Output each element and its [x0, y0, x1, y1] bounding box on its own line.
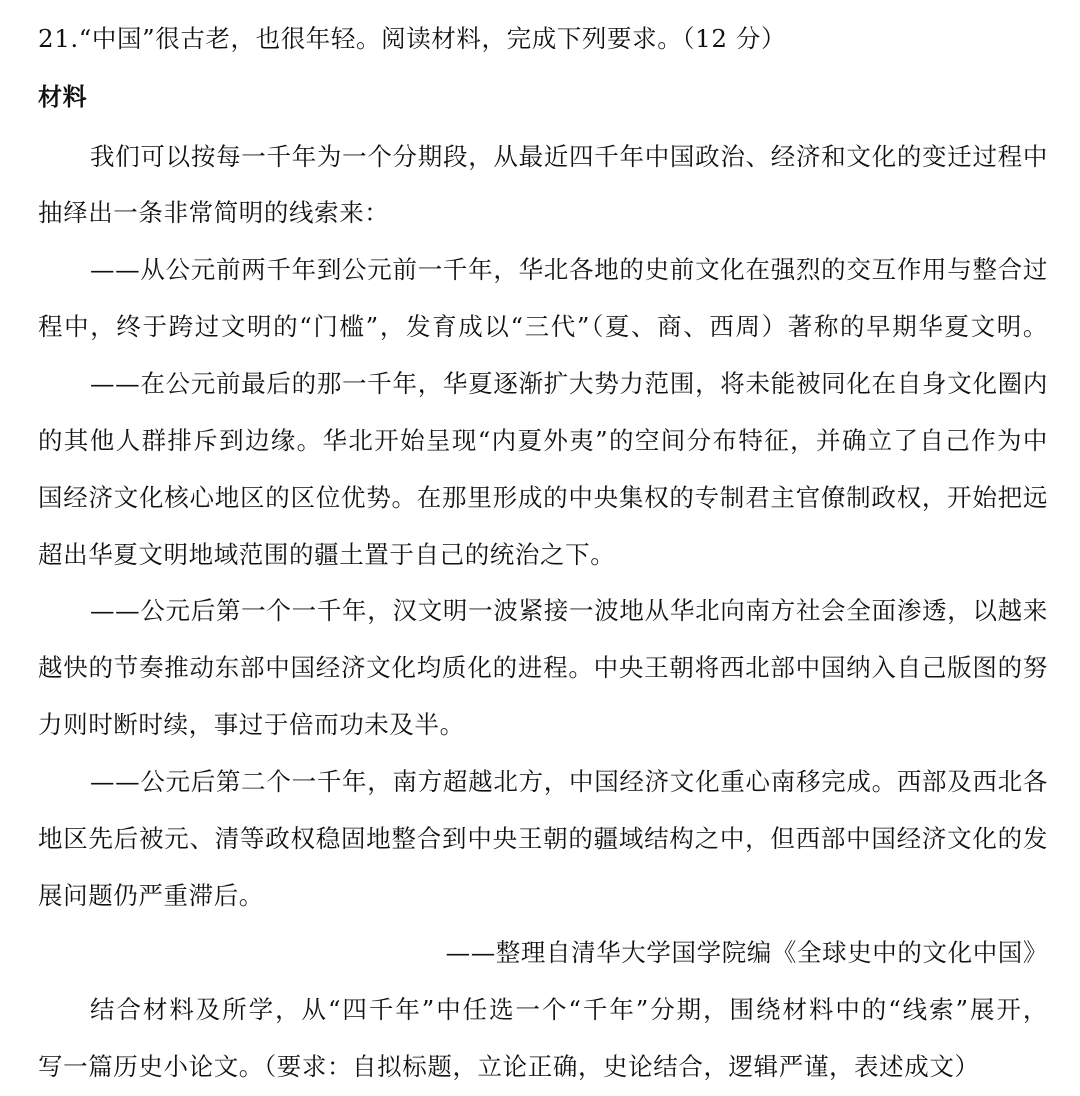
material-line: 力则时断时续，事过于倍而功未及半。 [38, 710, 465, 739]
task-line: 结合材料及所学，从“四千年”中任选一个“千年”分期，围绕材料中的“线索”展开， [90, 995, 1048, 1024]
material-line: 国经济文化核心地区的区位优势。在那里形成的中央集权的专制君主官僚制政权，开始把远 [38, 483, 1048, 512]
material-line: 我们可以按每一千年为一个分期段，从最近四千年中国政治、经济和文化的变迁过程中 [90, 142, 1048, 171]
material-line: 展问题仍严重滞后。 [38, 881, 264, 910]
material-line: 的其他人群排斥到边缘。华北开始呈现“内夏外夷”的空间分布特征，并确立了自己作为中 [38, 426, 1048, 455]
material-line: ——公元后第二个一千年，南方超越北方，中国经济文化重心南移完成。西部及西北各 [90, 767, 1048, 796]
material-line: ——从公元前两千年到公元前一千年，华北各地的史前文化在强烈的交互作用与整合过 [90, 255, 1048, 284]
material-line: 抽绎出一条非常简明的线索来： [38, 198, 390, 227]
material-line: ——公元后第一个一千年，汉文明一波紧接一波地从华北向南方社会全面渗透，以越来 [90, 596, 1048, 625]
material-line: 超出华夏文明地域范围的疆土置于自己的统治之下。 [38, 540, 616, 569]
material-line: ——在公元前最后的那一千年，华夏逐渐扩大势力范围，将未能被同化在自身文化圈内 [90, 369, 1048, 398]
material-line: 地区先后被元、清等政权稳固地整合到中央王朝的疆域结构之中，但西部中国经济文化的发 [38, 824, 1048, 853]
material-line: 程中，终于跨过文明的“门槛”，发育成以“三代”（夏、商、西周）著称的早期华夏文明。 [38, 312, 1048, 341]
task-line: 写一篇历史小论文。（要求：自拟标题，立论正确，史论结合，逻辑严谨，表述成文） [38, 1052, 980, 1081]
material-line: 越快的节奏推动东部中国经济文化均质化的进程。中央王朝将西北部中国纳入自己版图的努 [38, 653, 1048, 682]
material-label: 材料 [38, 83, 88, 111]
material-source: ——整理自清华大学国学院编《全球史中的文化中国》 [445, 938, 1048, 967]
question-title: 21.“中国”很古老，也很年轻。阅读材料，完成下列要求。（12 分） [38, 24, 787, 53]
